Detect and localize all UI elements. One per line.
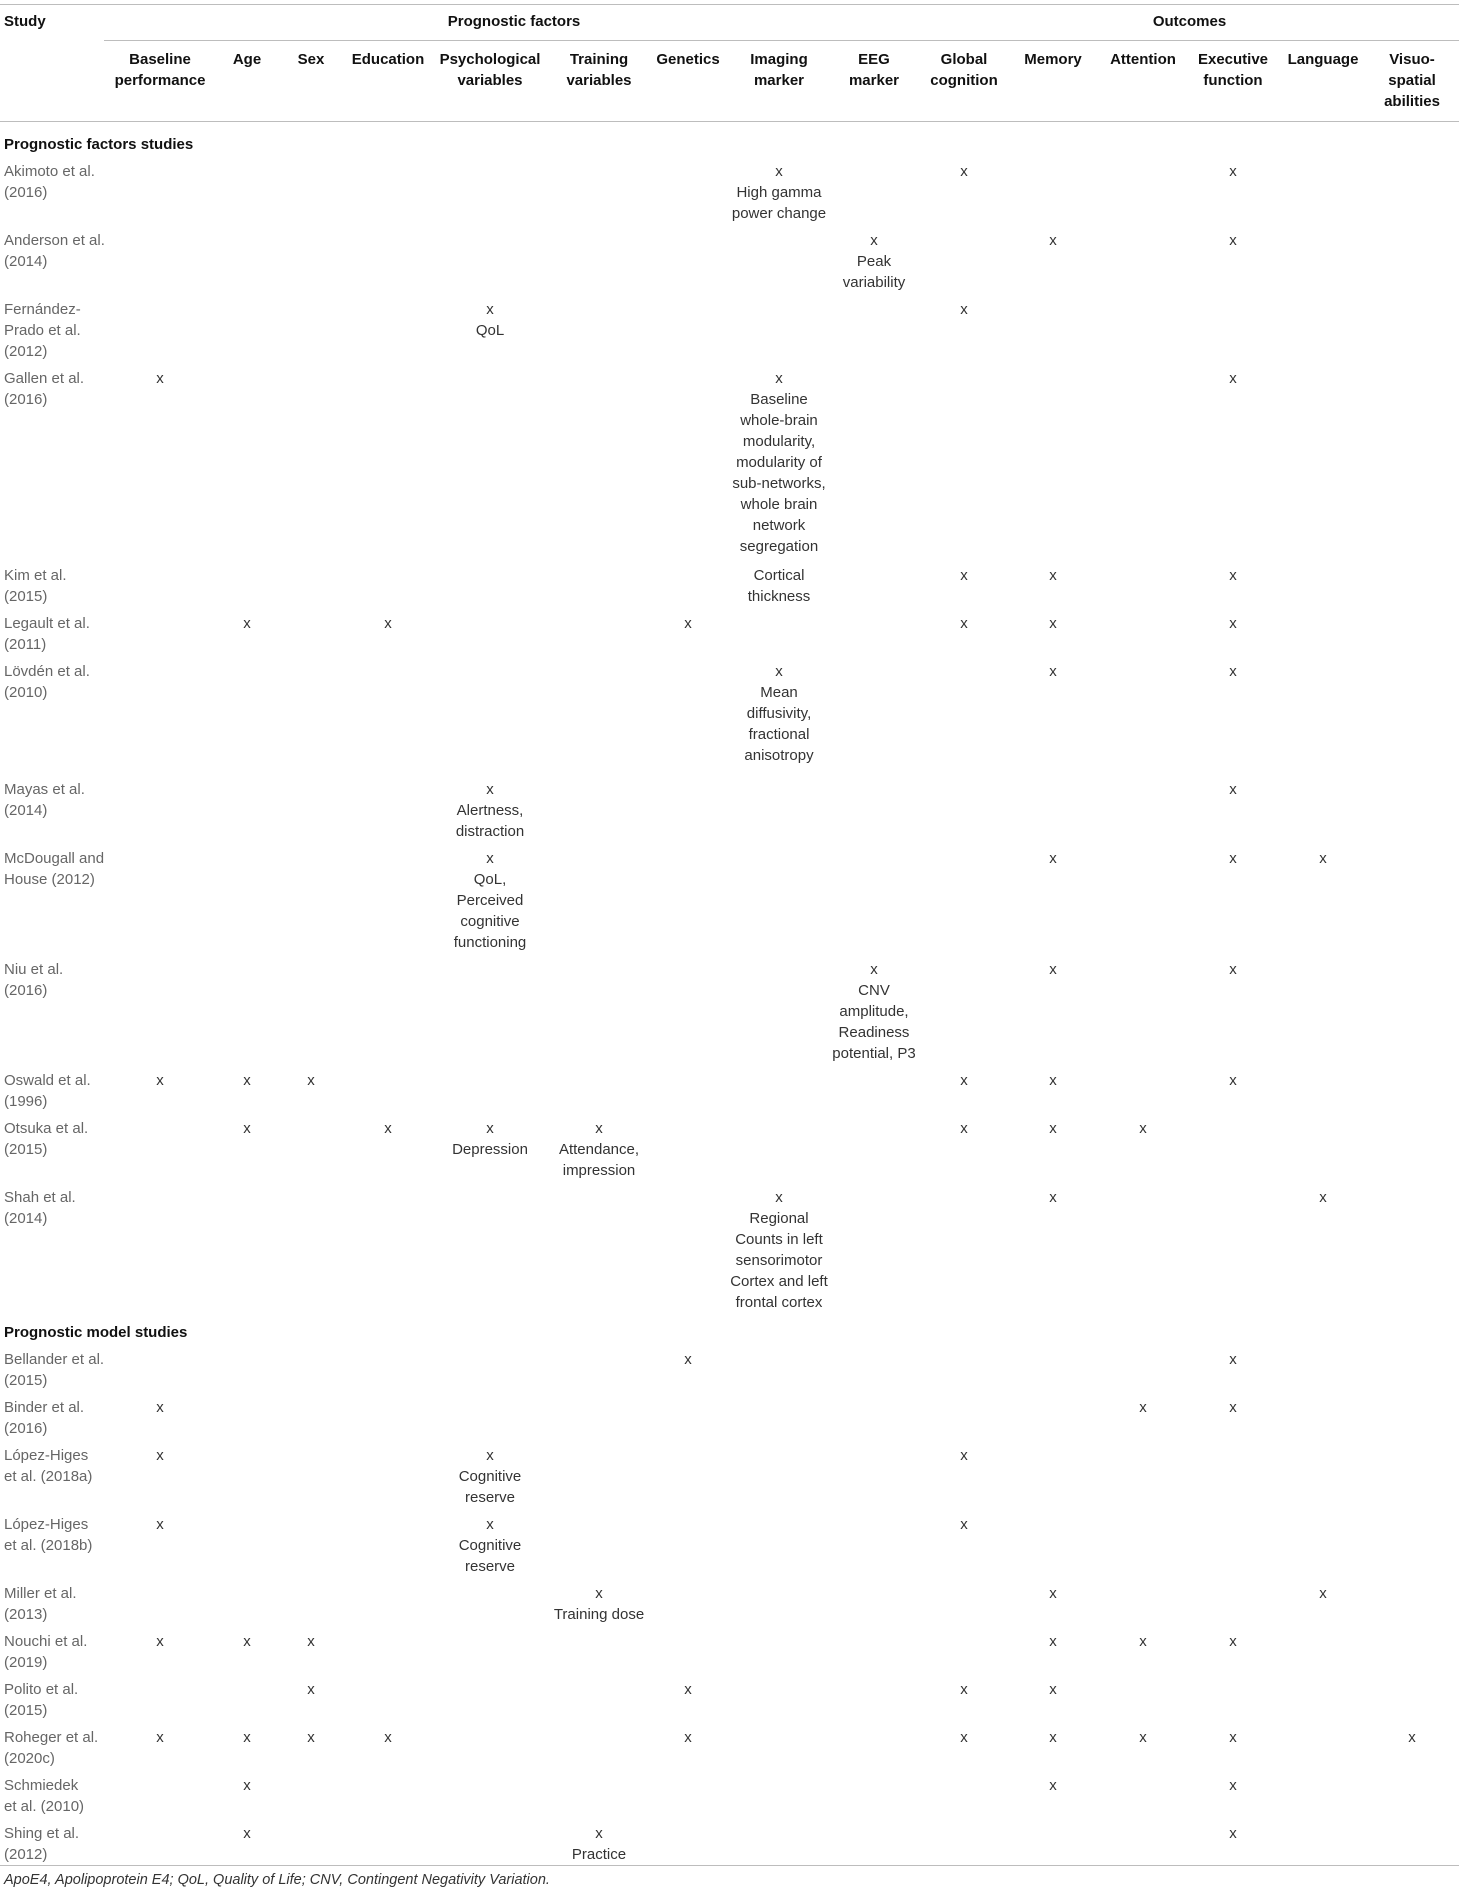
table-cell-imaging: x bbox=[775, 663, 783, 680]
table-cell-training: impression bbox=[562, 1162, 636, 1179]
table-cell-psych: QoL bbox=[475, 322, 505, 339]
table-row-study: et al. (2010) bbox=[4, 1798, 85, 1815]
column-header-executive: Executive bbox=[1197, 51, 1269, 68]
table-cell-language: x bbox=[1319, 1189, 1327, 1206]
table-cell-executive: x bbox=[1229, 1072, 1237, 1089]
table-cell-psych: distraction bbox=[455, 823, 525, 840]
table-cell-eeg: amplitude, bbox=[839, 1003, 909, 1020]
table-cell-imaging: Cortical bbox=[753, 567, 805, 584]
table-cell-executive: x bbox=[1229, 232, 1237, 249]
table-cell-global: x bbox=[960, 615, 968, 632]
table-cell-executive: x bbox=[1229, 1729, 1237, 1746]
table-cell-training: x bbox=[595, 1120, 603, 1137]
table-row-study: (1996) bbox=[4, 1093, 48, 1110]
table-footnote: ApoE4, Apolipoprotein E4; QoL, Quality of Life; CNV, Contingent Negativity Variation. bbox=[4, 1872, 550, 1888]
table-cell-education: x bbox=[384, 1729, 392, 1746]
table-cell-imaging: Baseline bbox=[750, 391, 808, 408]
table-row-study: (2019) bbox=[4, 1654, 48, 1671]
table-cell-baseline: x bbox=[156, 1633, 164, 1650]
table-cell-baseline: x bbox=[156, 370, 164, 387]
column-header-psych: Psychological bbox=[439, 51, 541, 68]
table-cell-executive: x bbox=[1229, 850, 1237, 867]
column-header-eeg: EEG bbox=[858, 51, 890, 68]
table-cell-executive: x bbox=[1229, 1351, 1237, 1368]
table-cell-memory: x bbox=[1049, 1777, 1057, 1794]
table-cell-executive: x bbox=[1229, 1825, 1237, 1842]
section-heading: Prognostic model studies bbox=[4, 1324, 188, 1341]
table-row-study: (2012) bbox=[4, 1846, 48, 1863]
table-cell-attention: x bbox=[1139, 1120, 1147, 1137]
table-cell-memory: x bbox=[1049, 850, 1057, 867]
table-row-study: Akimoto et al. bbox=[4, 163, 95, 180]
column-header-attention: Attention bbox=[1110, 51, 1176, 68]
table-row-study: Anderson et al. bbox=[4, 232, 105, 249]
table-cell-executive: x bbox=[1229, 370, 1237, 387]
table-cell-executive: x bbox=[1229, 781, 1237, 798]
table-cell-global: x bbox=[960, 1447, 968, 1464]
table-cell-age: x bbox=[243, 1633, 251, 1650]
table-cell-genetics: x bbox=[684, 1351, 692, 1368]
table-row-study: McDougall and bbox=[4, 850, 105, 867]
table-cell-sex: x bbox=[307, 1633, 315, 1650]
table-cell-genetics: x bbox=[684, 1729, 692, 1746]
table-cell-memory: x bbox=[1049, 1681, 1057, 1698]
table-row-study: (2014) bbox=[4, 253, 48, 270]
table-cell-executive: x bbox=[1229, 615, 1237, 632]
table-cell-baseline: x bbox=[156, 1516, 164, 1533]
table-cell-imaging: segregation bbox=[739, 538, 819, 555]
table-cell-imaging: power change bbox=[731, 205, 827, 222]
table-cell-imaging: Mean bbox=[760, 684, 798, 701]
table-cell-eeg: x bbox=[870, 961, 878, 978]
table-cell-global: x bbox=[960, 1072, 968, 1089]
column-header-imaging: Imaging bbox=[750, 51, 808, 68]
table-cell-attention: x bbox=[1139, 1633, 1147, 1650]
table-row-study: (2010) bbox=[4, 684, 48, 701]
table-row-study: (2020c) bbox=[4, 1750, 55, 1767]
table-cell-imaging: anisotropy bbox=[744, 747, 814, 764]
table-cell-memory: x bbox=[1049, 961, 1057, 978]
table-cell-eeg: variability bbox=[842, 274, 906, 291]
table-cell-age: x bbox=[243, 1825, 251, 1842]
table-cell-imaging: Regional bbox=[749, 1210, 809, 1227]
table-cell-memory: x bbox=[1049, 1585, 1057, 1602]
top-rule bbox=[0, 4, 1459, 5]
table-cell-training: x bbox=[595, 1825, 603, 1842]
table-row-study: (2015) bbox=[4, 1702, 48, 1719]
table-cell-global: x bbox=[960, 1120, 968, 1137]
table-row-study: Polito et al. bbox=[4, 1681, 79, 1698]
table-cell-imaging: High gamma bbox=[736, 184, 822, 201]
table-row-study: (2016) bbox=[4, 184, 48, 201]
table-cell-psych: QoL, bbox=[473, 871, 507, 888]
table-row-study: (2015) bbox=[4, 1141, 48, 1158]
table-cell-executive: x bbox=[1229, 1399, 1237, 1416]
table-cell-memory: x bbox=[1049, 1729, 1057, 1746]
table-cell-eeg: x bbox=[870, 232, 878, 249]
column-header-age: Age bbox=[232, 51, 262, 68]
table-cell-education: x bbox=[384, 1120, 392, 1137]
table-cell-imaging: fractional bbox=[748, 726, 810, 743]
table-row-study: (2011) bbox=[4, 636, 47, 653]
table-cell-executive: x bbox=[1229, 961, 1237, 978]
table-cell-sex: x bbox=[307, 1729, 315, 1746]
table-cell-executive: x bbox=[1229, 663, 1237, 680]
table-row-study: (2016) bbox=[4, 391, 48, 408]
column-header-global: cognition bbox=[930, 72, 998, 89]
outcomes-group-rule bbox=[920, 40, 1459, 41]
table-cell-age: x bbox=[243, 1120, 251, 1137]
table-row-study: Binder et al. bbox=[4, 1399, 85, 1416]
table-cell-sex: x bbox=[307, 1681, 315, 1698]
column-header-global: Global bbox=[940, 51, 988, 68]
prognostic-group-rule bbox=[104, 40, 920, 41]
table-row-study: Miller et al. bbox=[4, 1585, 77, 1602]
table-row-study: Lövdén et al. bbox=[4, 663, 90, 680]
table-cell-eeg: Readiness bbox=[838, 1024, 910, 1041]
table-row-study: (2016) bbox=[4, 1420, 48, 1437]
table-cell-language: x bbox=[1319, 1585, 1327, 1602]
table-row-study: Shah et al. bbox=[4, 1189, 76, 1206]
column-header-psych: variables bbox=[457, 72, 523, 89]
table-cell-psych: Perceived bbox=[456, 892, 524, 909]
table-row-study: Oswald et al. bbox=[4, 1072, 91, 1089]
table-cell-imaging: sensorimotor bbox=[735, 1252, 823, 1269]
table-cell-memory: x bbox=[1049, 1120, 1057, 1137]
table-cell-age: x bbox=[243, 615, 251, 632]
table-cell-attention: x bbox=[1139, 1729, 1147, 1746]
table-cell-training: x bbox=[595, 1585, 603, 1602]
table-cell-memory: x bbox=[1049, 615, 1057, 632]
table-cell-baseline: x bbox=[156, 1729, 164, 1746]
column-header-visuo: abilities bbox=[1384, 93, 1440, 110]
table-cell-imaging: frontal cortex bbox=[735, 1294, 823, 1311]
column-header-sex: Sex bbox=[297, 51, 325, 68]
table-row-study: (2015) bbox=[4, 588, 48, 605]
table-row-study: López-Higes bbox=[4, 1516, 89, 1533]
table-cell-training: Attendance, bbox=[558, 1141, 640, 1158]
table-cell-imaging: thickness bbox=[747, 588, 811, 605]
table-cell-training: Training dose bbox=[553, 1606, 645, 1623]
table-cell-imaging: network bbox=[752, 517, 806, 534]
table-cell-imaging: Counts in left bbox=[735, 1231, 823, 1248]
table-cell-psych: x bbox=[486, 1447, 494, 1464]
column-header-visuo: Visuo- bbox=[1389, 51, 1435, 68]
table-row-study: Niu et al. bbox=[4, 961, 64, 978]
table-row-study: (2016) bbox=[4, 982, 48, 999]
table-cell-imaging: whole brain bbox=[740, 496, 818, 513]
table-row-study: et al. (2018b) bbox=[4, 1537, 93, 1554]
table-cell-memory: x bbox=[1049, 567, 1057, 584]
column-header-genetics: Genetics bbox=[656, 51, 720, 68]
table-row-study: (2014) bbox=[4, 802, 48, 819]
table-cell-memory: x bbox=[1049, 663, 1057, 680]
table-cell-global: x bbox=[960, 163, 968, 180]
column-header-baseline: performance bbox=[114, 72, 206, 89]
table-cell-imaging: whole-brain bbox=[740, 412, 818, 429]
column-header-executive: function bbox=[1203, 72, 1263, 89]
table-row-study: López-Higes bbox=[4, 1447, 89, 1464]
table-bottom-rule bbox=[0, 1865, 1459, 1866]
table-row-study: Shing et al. bbox=[4, 1825, 80, 1842]
table-cell-executive: x bbox=[1229, 1633, 1237, 1650]
section-heading: Prognostic factors studies bbox=[4, 136, 194, 153]
table-row-study: Fernández- bbox=[4, 301, 81, 318]
column-header-language: Language bbox=[1287, 51, 1359, 68]
table-cell-executive: x bbox=[1229, 567, 1237, 584]
table-row-study: et al. (2018a) bbox=[4, 1468, 93, 1485]
table-cell-imaging: x bbox=[775, 163, 783, 180]
table-cell-education: x bbox=[384, 615, 392, 632]
table-row-study: Mayas et al. bbox=[4, 781, 85, 798]
column-header-education: Education bbox=[351, 51, 425, 68]
outcomes-group-header: Outcomes bbox=[1152, 13, 1227, 30]
table-row-study: (2015) bbox=[4, 1372, 48, 1389]
column-header-visuo: spatial bbox=[1388, 72, 1436, 89]
table-cell-global: x bbox=[960, 301, 968, 318]
table-cell-global: x bbox=[960, 1729, 968, 1746]
table-row-study: (2014) bbox=[4, 1210, 48, 1227]
table-cell-training: Practice bbox=[571, 1846, 627, 1863]
table-cell-psych: x bbox=[486, 781, 494, 798]
table-cell-attention: x bbox=[1139, 1399, 1147, 1416]
table-cell-imaging: Cortex and left bbox=[730, 1273, 828, 1290]
table-cell-imaging: diffusivity, bbox=[746, 705, 812, 722]
table-row-study: Nouchi et al. bbox=[4, 1633, 88, 1650]
table-cell-psych: Alertness, bbox=[456, 802, 524, 819]
table-row-study: Gallen et al. bbox=[4, 370, 85, 387]
table-cell-executive: x bbox=[1229, 163, 1237, 180]
table-cell-language: x bbox=[1319, 850, 1327, 867]
table-row-study: House (2012) bbox=[4, 871, 95, 888]
study-column-header: Study bbox=[4, 13, 46, 30]
table-cell-age: x bbox=[243, 1729, 251, 1746]
table-cell-psych: reserve bbox=[464, 1489, 516, 1506]
table-row-study: (2012) bbox=[4, 343, 48, 360]
table-cell-memory: x bbox=[1049, 1189, 1057, 1206]
table-row-study: Schmiedek bbox=[4, 1777, 79, 1794]
table-cell-imaging: sub-networks, bbox=[732, 475, 826, 492]
table-cell-age: x bbox=[243, 1072, 251, 1089]
table-cell-age: x bbox=[243, 1777, 251, 1794]
table-cell-global: x bbox=[960, 1516, 968, 1533]
table-cell-psych: x bbox=[486, 301, 494, 318]
prognostic-factors-group-header: Prognostic factors bbox=[447, 13, 581, 30]
table-row-study: Roheger et al. bbox=[4, 1729, 99, 1746]
table-cell-global: x bbox=[960, 1681, 968, 1698]
table-cell-global: x bbox=[960, 567, 968, 584]
table-cell-visuo: x bbox=[1408, 1729, 1416, 1746]
table-cell-imaging: x bbox=[775, 370, 783, 387]
table-cell-sex: x bbox=[307, 1072, 315, 1089]
table-cell-genetics: x bbox=[684, 1681, 692, 1698]
table-cell-psych: x bbox=[486, 1516, 494, 1533]
table-cell-imaging: x bbox=[775, 1189, 783, 1206]
table-cell-psych: cognitive bbox=[460, 913, 520, 930]
header-bottom-rule bbox=[0, 121, 1459, 122]
table-cell-psych: x bbox=[486, 850, 494, 867]
table-cell-imaging: modularity of bbox=[736, 454, 822, 471]
table-row-study: Otsuka et al. bbox=[4, 1120, 89, 1137]
column-header-memory: Memory bbox=[1024, 51, 1082, 68]
table-cell-psych: Depression bbox=[452, 1141, 528, 1158]
table-cell-eeg: CNV bbox=[858, 982, 890, 999]
table-cell-psych: x bbox=[486, 1120, 494, 1137]
column-header-training: Training bbox=[569, 51, 629, 68]
column-header-baseline: Baseline bbox=[129, 51, 191, 68]
table-cell-psych: functioning bbox=[453, 934, 527, 951]
table-row-study: Legault et al. bbox=[4, 615, 90, 632]
table-row-study: Prado et al. bbox=[4, 322, 81, 339]
table-row-study: Bellander et al. bbox=[4, 1351, 105, 1368]
table-cell-memory: x bbox=[1049, 1072, 1057, 1089]
table-cell-baseline: x bbox=[156, 1399, 164, 1416]
table-cell-psych: Cognitive bbox=[458, 1537, 522, 1554]
table-cell-psych: Cognitive bbox=[458, 1468, 522, 1485]
table-cell-genetics: x bbox=[684, 615, 692, 632]
table-cell-psych: reserve bbox=[464, 1558, 516, 1575]
table-cell-baseline: x bbox=[156, 1447, 164, 1464]
table-cell-baseline: x bbox=[156, 1072, 164, 1089]
column-header-training: variables bbox=[566, 72, 632, 89]
table-cell-eeg: potential, P3 bbox=[832, 1045, 916, 1062]
table-cell-memory: x bbox=[1049, 1633, 1057, 1650]
table-cell-eeg: Peak bbox=[856, 253, 892, 270]
table-cell-memory: x bbox=[1049, 232, 1057, 249]
column-header-imaging: marker bbox=[753, 72, 805, 89]
table-cell-executive: x bbox=[1229, 1777, 1237, 1794]
column-header-eeg: marker bbox=[848, 72, 900, 89]
table-row-study: Kim et al. bbox=[4, 567, 67, 584]
table-cell-imaging: modularity, bbox=[742, 433, 816, 450]
table-row-study: (2013) bbox=[4, 1606, 48, 1623]
